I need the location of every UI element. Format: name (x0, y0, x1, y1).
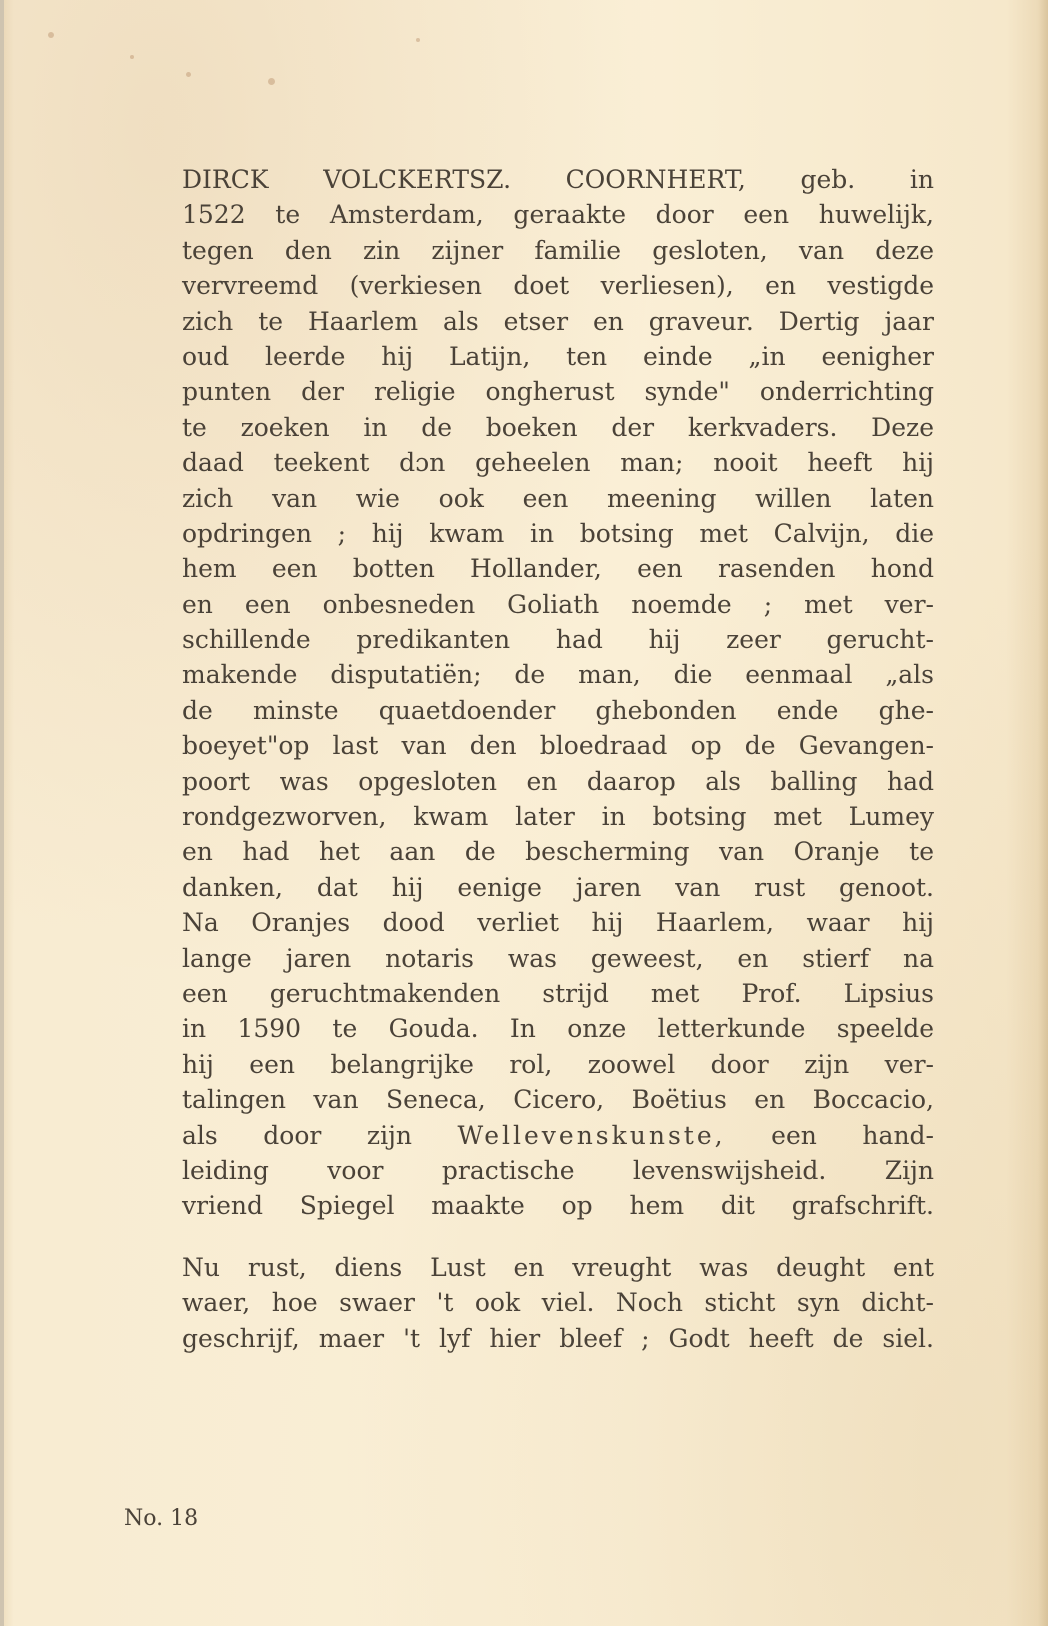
text-line: en had het aan de bescherming van Oranje te (182, 837, 934, 867)
foxing-spot (48, 32, 54, 38)
text-line: en een onbesneden Goliath noemde ; met ver- (182, 589, 934, 619)
text-line: hem een botten Hollander, een rasenden hond (182, 554, 934, 584)
text-line: makende disputatiën; de man, die eenmaal „als (182, 660, 934, 690)
text-line: leiding voor practische levenswijsheid. Zijn (182, 1155, 934, 1185)
foxing-spot (416, 38, 420, 42)
text-line: lange jaren notaris was geweest, en stierf na (182, 943, 934, 973)
epitaph-verse (182, 1250, 934, 1356)
text-line: boeyet"op last van den bloedraad op de Gevangen- (182, 731, 934, 761)
text-line: te zoeken in de boeken der kerkvaders. Deze (182, 412, 934, 442)
verse-line: Nu rust, diens Lust en vreught was deught ent (182, 1253, 934, 1282)
text-line: poort was opgesloten en daarop als balling had (182, 766, 934, 796)
text-line: zich te Haarlem als etser en graveur. Dertig jaar (182, 306, 934, 336)
text-line: opdringen ; hij kwam in botsing met Calvijn, die (182, 518, 934, 548)
text-fragment: als door zijn (182, 1120, 412, 1150)
text-line: schillende predikanten had hij zeer gerucht- (182, 625, 934, 655)
page-right-edge (1038, 0, 1048, 1626)
text-line: tegen den zin zijner familie gesloten, van deze (182, 235, 934, 265)
text-line: Na Oranjes dood verliet hij Haarlem, waar hij (182, 908, 934, 938)
text-line-spaced-title (182, 1118, 934, 1153)
text-line: oud leerde hij Latijn, ten einde „in eenigher (182, 341, 934, 371)
foxing-spot (186, 72, 191, 77)
text-line: rondgezworven, kwam later in botsing met Lumey (182, 802, 934, 832)
text-line: 1522 te Amsterdam, geraakte door een huwelijk, (182, 200, 934, 230)
text-line: in 1590 te Gouda. In onze letterkunde speelde (182, 1014, 934, 1044)
verse-line: geschrijf, maer 't lyf hier bleef ; Godt heeft de siel. (182, 1323, 934, 1353)
text-line: DIRCK VOLCKERTSZ. COORNHERT, geb. in (182, 165, 934, 194)
text-line: zich van wie ook een meening willen laten (182, 483, 934, 513)
text-line: hij een belangrijke rol, zoowel door zijn ver- (182, 1049, 934, 1079)
book-title: Wellevenskunste, (457, 1120, 726, 1150)
text-line: danken, dat hij eenige jaren van rust genoot. (182, 872, 934, 902)
text-line: een geruchtmakenden strijd met Prof. Lipsius (182, 978, 934, 1008)
text-line: talingen van Seneca, Cicero, Boëtius en Boccacio, (182, 1085, 934, 1115)
text-line: de minste quaetdoender ghebonden ende ghe- (182, 695, 934, 725)
foxing-spot (130, 55, 134, 59)
text-fragment: een hand- (771, 1120, 934, 1150)
text-line: vervreemd (verkiesen doet verliesen), en vestigde (182, 271, 934, 301)
text-line: punten der religie ongherust synde" onderrichting (182, 377, 934, 407)
page-number: No. 18 (124, 1506, 199, 1531)
foxing-spot (268, 78, 275, 85)
text-line: vriend Spiegel maakte op hem dit grafschrift. (182, 1191, 934, 1221)
page-left-edge (0, 0, 4, 1626)
text-line: daad teekent dɔn geheelen man; nooit heeft hij (182, 448, 934, 478)
biography-text (182, 162, 934, 1224)
verse-line: waer, hoe swaer 't ook viel. Noch sticht syn dicht- (182, 1288, 934, 1318)
